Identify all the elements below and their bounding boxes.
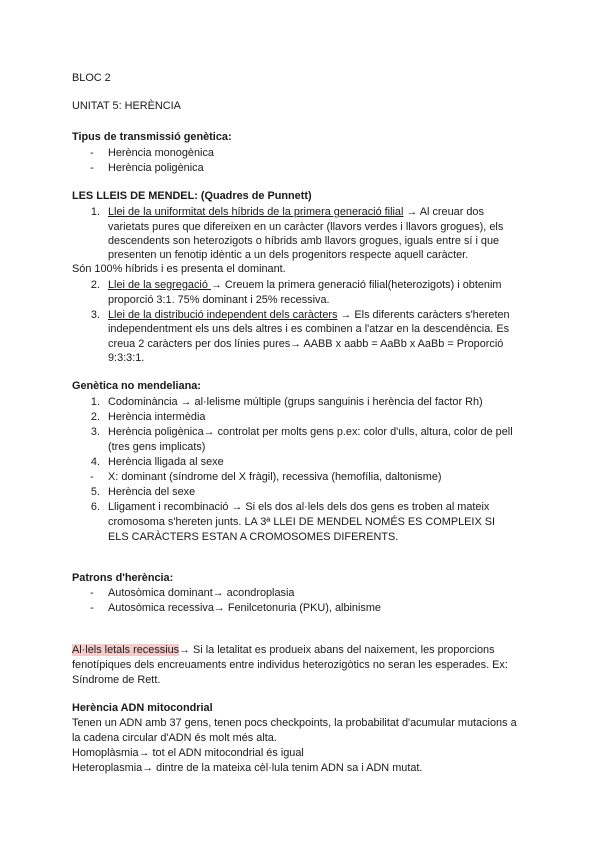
list-item-text: Autosòmica dominant→ acondroplasia: [108, 587, 295, 599]
mendel-law-3: [108, 308, 510, 323]
list-number: 4.: [90, 456, 100, 468]
list-number: 2.: [90, 279, 100, 291]
law-1-note: Són 100% híbrids i es presenta el dominant.: [72, 263, 286, 275]
list-item-text: Autosòmica recessiva→ Fenilcetonuria (PKU), albinisme: [108, 602, 381, 614]
list-number: 3.: [90, 426, 100, 438]
highlighted-term: Al·lels letals recessius: [72, 644, 180, 656]
bullet-dash: -: [90, 587, 94, 599]
list-number: 6.: [90, 501, 100, 513]
no-mendel-item-3: Herència poligènica→ controlat per molts gens p.ex: color d'ulls, altura, color de pell: [108, 426, 513, 438]
no-mendel-item-1: Codominància → al·lelisme múltiple (grups sanguinis i herència del factor Rh): [108, 396, 483, 408]
section-title-transmissio: Tipus de transmissió genètica:: [72, 131, 232, 143]
bullet-dash: -: [90, 602, 94, 614]
lethal-line-3: Síndrome de Rett.: [72, 674, 161, 686]
list-number: 1.: [90, 206, 100, 218]
list-number: 5.: [90, 486, 100, 498]
law-2-line-2: proporció 3:1. 75% dominant i 25% recessiva.: [108, 294, 330, 306]
mito-line-3: Homoplàsmia→ tot el ADN mitocondrial és igual: [72, 747, 304, 759]
list-number: 1.: [90, 396, 100, 408]
mendel-law-2: [108, 278, 501, 293]
list-item-text: Herència monogènica: [108, 147, 214, 159]
law-3-text: → Els diferents caràcters s'hereten: [337, 309, 510, 321]
mito-line-2: la cadena circular d'ADN és molt més alta.: [72, 732, 277, 744]
mito-line-1: Tenen un ADN amb 37 gens, tenen pocs checkpoints, la probabilitat d'acumular mutacions a: [72, 717, 517, 729]
bullet-dash: -: [90, 471, 94, 483]
section-title-no-mendel: Genètica no mendeliana:: [72, 380, 201, 392]
no-mendel-item-4: Herència lligada al sexe: [108, 456, 224, 468]
bullet-dash: -: [90, 147, 94, 159]
no-mendel-item-3-line-2: (tres gens implicats): [108, 441, 206, 453]
bullet-dash: -: [90, 162, 94, 174]
lethal-text: → Si la letalitat es produeix abans del naixement, les proporcions: [179, 644, 495, 656]
law-3-line-4: 9:3:3:1.: [108, 352, 145, 364]
no-mendel-item-6-line-2: cromosoma s'hereten junts. LA 3ª LLEI DE MENDEL NOMÉS ES COMPLEIX SI: [108, 516, 496, 528]
list-number: 2.: [90, 411, 100, 423]
law-1-line-3: descendents son heterozigots o híbrids amb llavors grogues, iguals entre sí i que: [108, 235, 500, 247]
mendel-law-1: [108, 205, 484, 220]
no-mendel-item-5: Herència del sexe: [108, 486, 196, 498]
law-2-link: Llei de la segregació: [108, 279, 211, 291]
law-3-link: Llei de la distribució independent dels caràcters: [108, 309, 338, 321]
section-title-patrons: Patrons d'herència:: [72, 572, 174, 584]
no-mendel-item-6: Lligament i recombinació → Si els dos al·lels dels dos gens es troben al mateix: [108, 501, 490, 513]
no-mendel-item-6-line-3: ELS CARÀCTERS ESTAN A CROMOSOMES DIFERENTS.: [108, 531, 399, 543]
sub-list-item-text: X: dominant (síndrome del X fràgil), recessiva (hemofília, daltonisme): [108, 471, 442, 483]
law-1-line-4: presenten un fenotip idèntic a un dels progenitors respecte aquell caràcter.: [108, 249, 469, 261]
law-1-link: Llei de la uniformitat dels híbrids de la primera generació filial: [108, 206, 404, 218]
mito-line-4: Heteroplasmia→ dintre de la mateixa cèl·lula tenim ADN sa i ADN mutat.: [72, 762, 423, 774]
lethal-line-2: fenotípiques dels encreuaments entre individus heterozigòtics no seran les esperades. Ex:: [72, 659, 508, 671]
law-1-line-2: varietats pures que difereixen en un caràcter (llavors verdes i llavors grogues), els: [108, 221, 504, 233]
unit-heading: UNITAT 5: HERÈNCIA: [72, 100, 181, 112]
law-2-text: → Creuem la primera generació filial(heterozigots) i obtenim: [210, 279, 502, 291]
bloc-heading: BLOC 2: [72, 72, 111, 84]
law-3-line-3: creua 2 caràcters per dos línies pures→ AABB x aabb = AaBb x AaBb = Proporció: [108, 338, 504, 350]
list-number: 3.: [90, 309, 100, 321]
section-title-mito: Herència ADN mitocondrial: [72, 702, 213, 714]
lethal-alleles-paragraph: [72, 643, 495, 658]
section-title-mendel: LES LLEIS DE MENDEL: (Quadres de Punnett): [72, 190, 312, 202]
law-1-text: → Al creuar dos: [403, 206, 484, 218]
no-mendel-item-2: Herència intermèdia: [108, 411, 206, 423]
list-item-text: Herència poligènica: [108, 162, 204, 174]
law-3-line-2: independentment els uns dels altres i es combinen a l'atzar en la descendència. Es: [108, 323, 510, 335]
